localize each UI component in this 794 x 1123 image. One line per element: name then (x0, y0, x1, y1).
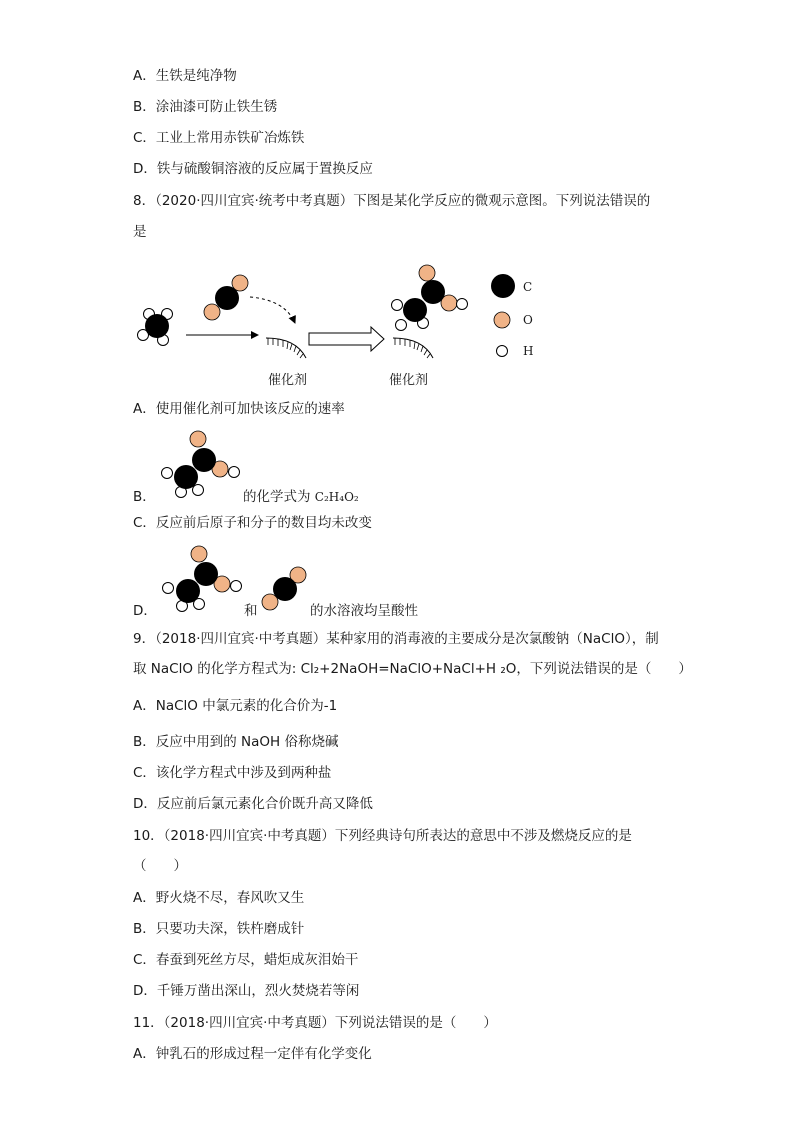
q8-stem: 8．（2020·四川宜宾·统考中考真题）下图是某化学反应的微观示意图。下列说法错误的 (133, 193, 651, 209)
option-b-molecule (162, 431, 240, 498)
legend-carbon-atom (491, 274, 515, 298)
catalyst-label-1: 催化剂 (268, 373, 308, 388)
dashed-arrow (250, 297, 295, 323)
legend-oxygen-atom (494, 312, 510, 328)
q7-option-d: D．铁与硫酸铜溶液的反应属于置换反应 (133, 161, 373, 177)
q8-option-d-letter: D． (133, 603, 157, 619)
q10-option-c: C．春蚕到死丝方尽，蜡炬成灰泪始干 (133, 952, 359, 968)
q7-option-c: C．工业上常用赤铁矿冶炼铁 (133, 130, 305, 146)
legend-hydrogen-atom (497, 346, 508, 357)
methane-molecule (138, 309, 173, 346)
q11-stem: 11．（2018·四川宜宾·中考真题）下列说法错误的是（ ） (133, 1015, 497, 1031)
option-d-molecule-acetic-acid (163, 546, 242, 612)
q8-option-b-text (243, 488, 359, 506)
q9-option-c: C．该化学方程式中涉及到两种盐 (133, 765, 332, 781)
q9-stem-1: 9．（2018·四川宜宾·中考真题）某种家用的消毒液的主要成分是次氯酸钠（NaClO），制 (133, 631, 659, 647)
q8-option-a: A．使用催化剂可加快该反应的速率 (133, 401, 345, 417)
q10-option-a: A．野火烧不尽，春风吹又生 (133, 890, 305, 906)
q10-option-b: B．只要功夫深，铁杵磨成针 (133, 921, 305, 937)
q8-option-b-phrase: 的化学式为 (243, 489, 311, 505)
q9-option-b: B．反应中用到的 NaOH 俗称烧碱 (133, 734, 339, 750)
q8-option-d-text: 的水溶液均呈酸性 (310, 603, 418, 619)
legend-label-h: H (523, 344, 534, 358)
q10-option-d: D．千锤万凿出深山，烈火焚烧若等闲 (133, 983, 360, 999)
q9-option-d: D．反应前后氯元素化合价既升高又降低 (133, 796, 373, 812)
catalyst-surface-2 (393, 338, 433, 358)
legend-label-c: C (523, 280, 533, 294)
q8-option-b-formula: C₂H₄O₂ (314, 490, 359, 504)
q7-option-a: A．生铁是纯净物 (133, 68, 237, 84)
q10-stem-2: （ ） (133, 858, 187, 874)
acetic-acid-molecule (392, 265, 468, 331)
q8-option-b-letter: B． (133, 489, 156, 505)
q8-option-c: C．反应前后原子和分子的数目均未改变 (133, 515, 372, 531)
catalyst-label-2: 催化剂 (389, 373, 429, 388)
q11-option-a: A．钟乳石的形成过程一定伴有化学变化 (133, 1046, 372, 1062)
carbon-dioxide-molecule (204, 275, 248, 320)
catalyst-surface-1 (266, 338, 306, 358)
q8-stem-cont: 是 (133, 224, 147, 240)
q7-option-b: B．涂油漆可防止铁生锈 (133, 99, 278, 115)
q9-option-a: A．NaClO 中氯元素的化合价为-1 (133, 698, 338, 714)
q9-stem-2: 取 NaClO 的化学方程式为: Cl₂+2NaOH=NaClO+NaCl+H ₂O，下列说法错误的是（ ） (133, 661, 692, 677)
q10-stem-1: 10．（2018·四川宜宾·中考真题）下列经典诗句所表达的意思中不涉及燃烧反应的是 (133, 828, 632, 844)
reaction-arrow (309, 327, 384, 351)
q8-option-d-and: 和 (244, 603, 258, 619)
legend-label-o: O (523, 313, 533, 327)
option-d-molecule-carbon-dioxide (262, 567, 306, 610)
